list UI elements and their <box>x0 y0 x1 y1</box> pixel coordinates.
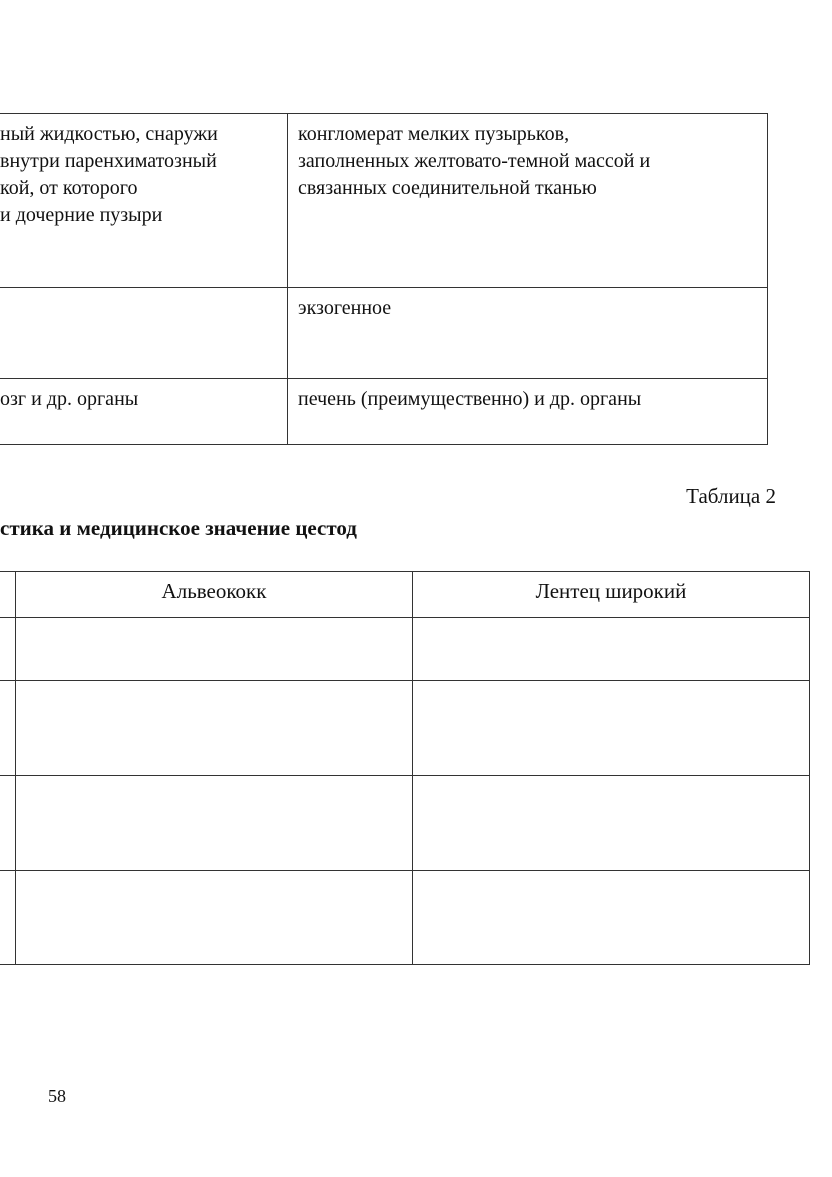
table-2-row-divider <box>0 870 810 871</box>
table-2-column-divider <box>412 571 413 965</box>
table-2-border-top <box>0 571 810 572</box>
table-1-cell-right-line: заполненных желтовато-темной массой и <box>298 150 651 172</box>
table-1-cell-left-line: и дочерние пузыри <box>0 204 163 226</box>
table-2-row-divider <box>0 680 810 681</box>
table-1-cell-right-line: экзогенное <box>298 297 392 319</box>
table-1-border-right <box>767 113 768 445</box>
table-1-cell-left-line: озг и др. органы <box>0 388 139 410</box>
table-2-row-divider <box>0 775 810 776</box>
table-1-row-divider <box>0 378 768 379</box>
column-header-alveococcus: Альвеококк <box>161 579 267 603</box>
table-1-border-top <box>0 113 768 114</box>
table-1-cell-right-line: печень (преимущественно) и др. органы <box>298 388 642 410</box>
table-1-cell-left-line: кой, от которого <box>0 177 138 199</box>
table-1-column-divider <box>287 113 288 445</box>
page-number: 58 <box>48 1086 66 1106</box>
table-1-cell-right-line: конгломерат мелких пузырьков, <box>298 123 570 145</box>
table-2-title: стика и медицинское значение цестод <box>0 516 357 540</box>
table-1-cell-left-line: внутри паренхиматозный <box>0 150 217 172</box>
table-2-label: Таблица 2 <box>686 484 776 508</box>
table-1-row-divider <box>0 287 768 288</box>
table-2-column-divider <box>15 571 16 965</box>
column-header-broad-tapeworm: Лентец широкий <box>535 579 687 603</box>
table-1-cell-right-line: связанных соединительной тканью <box>298 177 597 199</box>
table-1-border-bottom <box>0 444 768 445</box>
table-2-border-right <box>809 571 810 965</box>
table-2-row-divider <box>0 617 810 618</box>
table-1-cell-left-line: ный жидкостью, снаружи <box>0 123 218 145</box>
table-2-border-bottom <box>0 964 810 965</box>
